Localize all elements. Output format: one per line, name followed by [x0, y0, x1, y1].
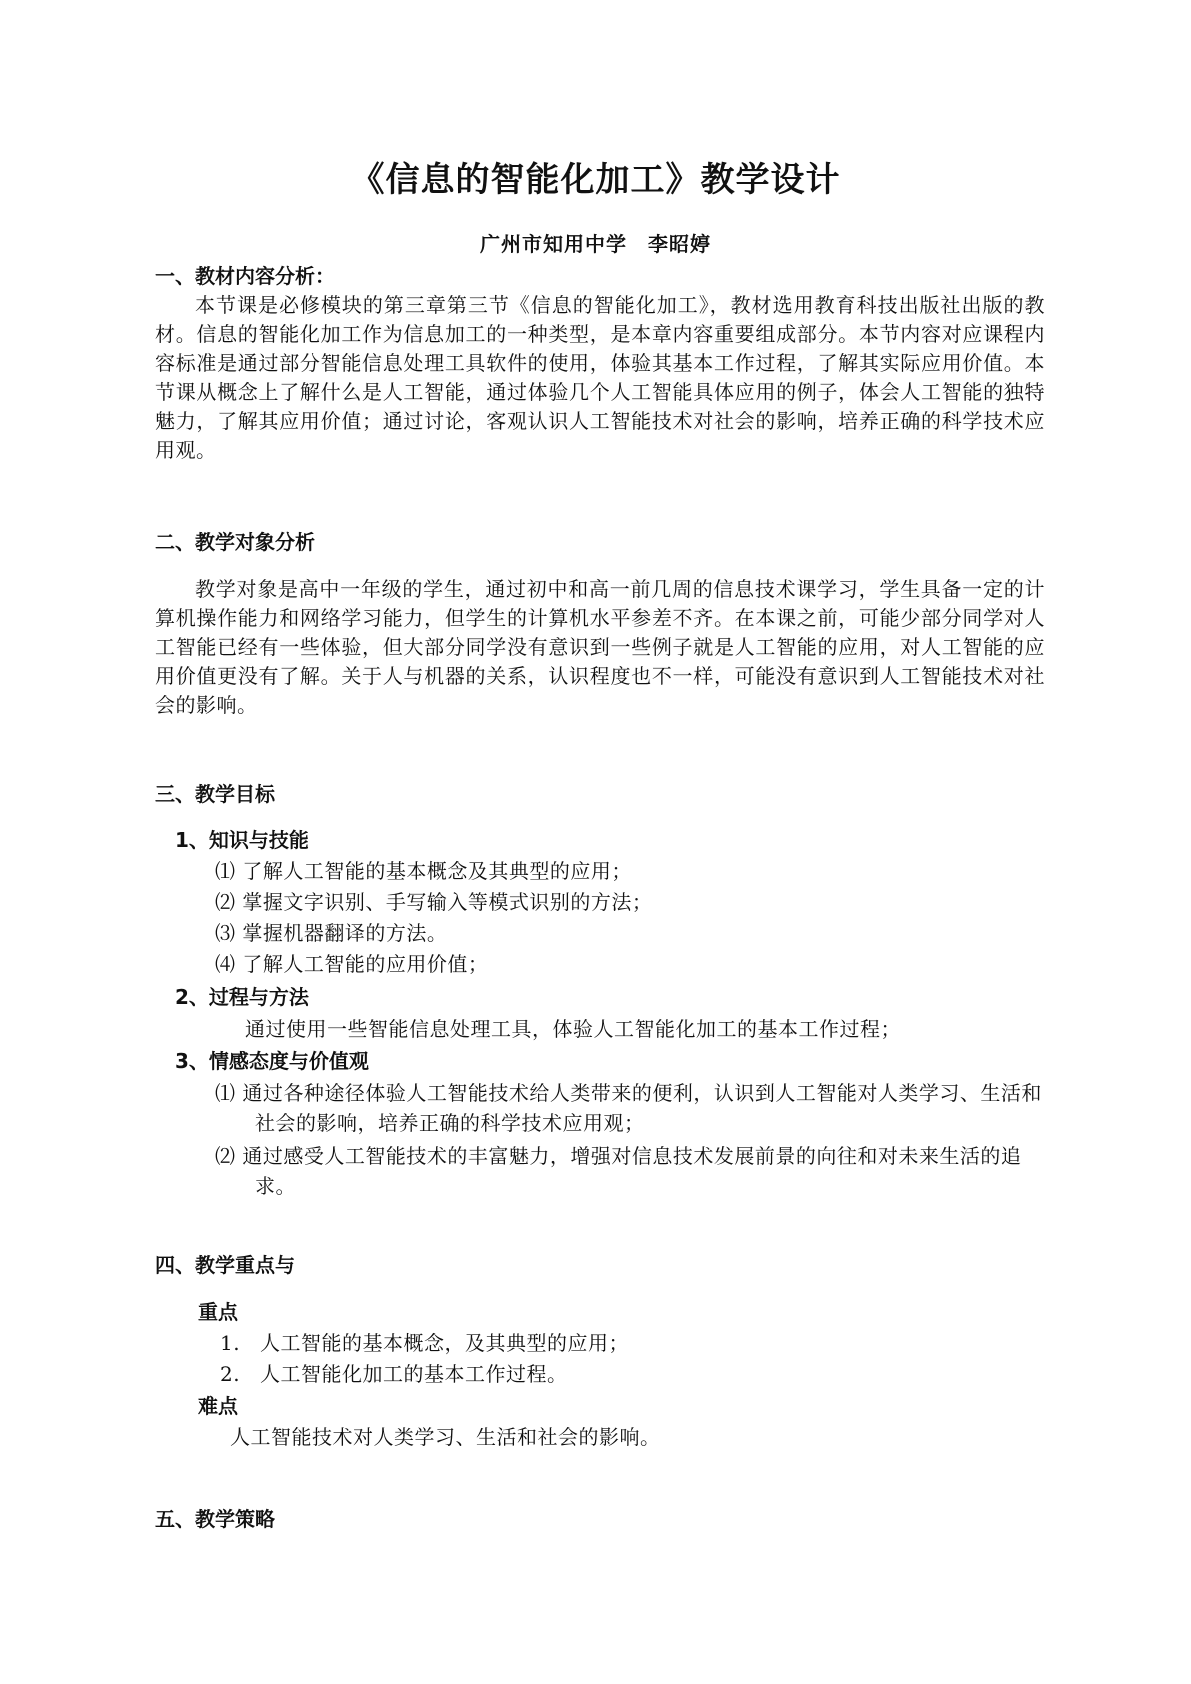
section-heading-2: 二、教学对象分析 [155, 530, 315, 554]
section-heading-1: 一、教材内容分析： [155, 264, 335, 288]
section-paragraph-2: 教学对象是高中一年级的学生，通过初中和高一前几周的信息技术课学习，学生具备一定的计算机操作能力和网络学习能力，但学生的计算机水平参差不齐。在本课之前，可能少部分同学对人工智能已经有一些体验，但大部分同学没有意识到一些例子就是人工智能的应用，对人工智能的应用价值更没有了解。关于人与机器的关系，认识程度也不一样，可能没有意识到人工智能技术对社会的影响。 [155, 577, 1045, 717]
subsection-process-method: 2、过程与方法 [175, 985, 309, 1009]
objective-item: ⑴ 了解人工智能的基本概念及其典型的应用； [215, 859, 632, 883]
document-author: 广州市知用中学 李昭婷 [480, 232, 711, 256]
objective-item: ⑵ 通过感受人工智能技术的丰富魅力，增强对信息技术发展前景的向往和对未来生活的追求。 [215, 1144, 1022, 1198]
document-title: 《信息的智能化加工》教学设计 [350, 160, 841, 200]
key-point-number: 2. [220, 1362, 241, 1386]
objective-item: ⑷ 了解人工智能的应用价值； [215, 952, 489, 976]
key-point-label: 重点 [198, 1300, 238, 1324]
subsection-knowledge-skills: 1、知识与技能 [175, 828, 309, 852]
section-heading-3: 三、教学目标 [155, 782, 275, 806]
key-point-text: 人工智能化加工的基本工作过程。 [260, 1362, 568, 1386]
section-heading-4: 四、教学重点与 [155, 1253, 295, 1277]
key-point-item [220, 1329, 629, 1357]
objective-item: ⑴ 通过各种途径体验人工智能技术给人类带来的便利，认识到人工智能对人类学习、生活和社会的影响，培养正确的科学技术应用观； [215, 1081, 1042, 1135]
objective-item: ⑶ 掌握机器翻译的方法。 [215, 921, 448, 945]
difficult-point-label: 难点 [198, 1394, 238, 1418]
process-method-text: 通过使用一些智能信息处理工具，体验人工智能化加工的基本工作过程； [245, 1017, 901, 1041]
difficult-point-text: 人工智能技术对人类学习、生活和社会的影响。 [230, 1425, 661, 1449]
key-point-text: 人工智能的基本概念，及其典型的应用； [260, 1331, 629, 1355]
section-heading-5: 五、教学策略 [155, 1507, 275, 1531]
objective-item: ⑵ 掌握文字识别、手写输入等模式识别的方法； [215, 890, 653, 914]
key-point-item [220, 1360, 568, 1388]
key-point-number: 1. [220, 1331, 241, 1355]
section-paragraph-1: 本节课是必修模块的第三章第三节《信息的智能化加工》，教材选用教育科技出版社出版的教材。信息的智能化加工作为信息加工的一种类型，是本章内容重要组成部分。本节内容对应课程内容标准是通过部分智能信息处理工具软件的使用，体验其基本工作过程，了解其实际应用价值。本节课从概念上了解什么是人工智能，通过体验几个人工智能具体应用的例子，体会人工智能的独特魅力，了解其应用价值；通过讨论，客观认识人工智能技术对社会的影响，培养正确的科学技术应用观。 [155, 293, 1045, 462]
subsection-attitude-values: 3、情感态度与价值观 [175, 1049, 369, 1073]
